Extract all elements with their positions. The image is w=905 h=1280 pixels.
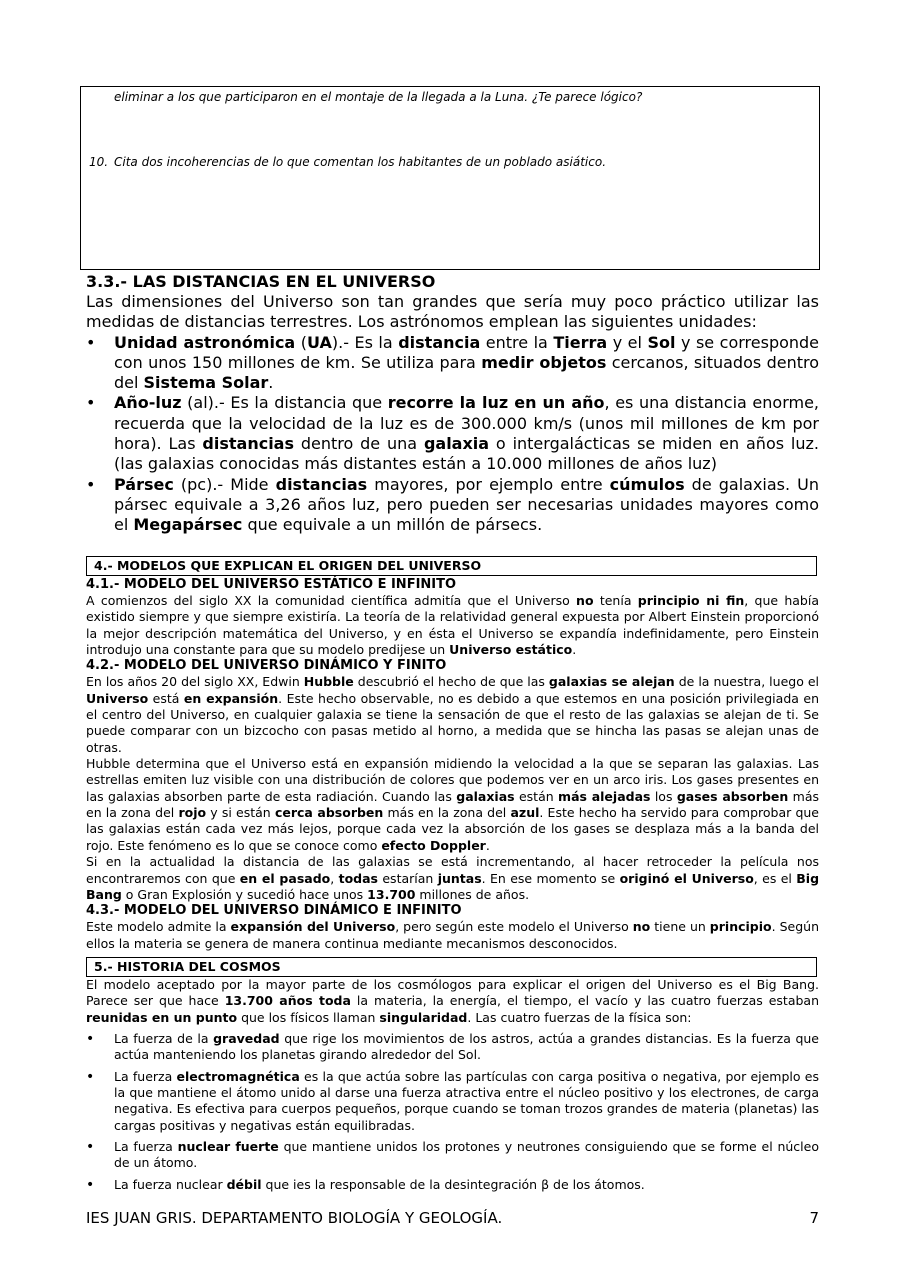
section-4-2-paragraph-2: Hubble determina que el Universo está en expansión midiendo la velocidad a la que se separan las galaxias. Las estrellas emiten luz visible con una distribución de colores que podemos ver en un arco iris. Los gases presentes en las galaxias absorben parte de esta radiación. Cuando las galaxias están más alejadas los gases absorben más en la zona del rojo y si están cerca absorben más en la zona del azul. Este hecho ha servido para comprobar que las galaxias están cada vez más lejos, porque cada vez la absorción de los gases se desplaza más a la banda del rojo. Este fenómeno es lo que se conoce como efecto Doppler. [86,756,820,853]
section-5-intro: El modelo aceptado por la mayor parte de los cosmólogos para explicar el origen del Universo es el Big Bang. Parece ser que hace 13.700 años toda la materia, la energía, el tiempo, el vacío y las cuatro fuerzas estaban reunidas en un punto que los físicos llaman singularidad. Las cuatro fuerzas de la física son: [86,977,820,1025]
force-electromagnetic-item: • La fuerza electromagnética es la que actúa sobre las partículas con carga positiva o negativa, por ejemplo es la que mantiene el átomo unido al darse una fuerza atractiva entre el núcleo positivo y los electrones, de carga negativa. Es efectiva para cuerpos pequeños, porque cuando se toman trozos grandes de materia (planetas) las cargas positivas y negativas están equilibradas. [86,1068,819,1133]
forces-list [86,1031,819,1193]
section-4-2-paragraph-3: Si en la actualidad la distancia de las galaxias se está incrementando, al hacer retroceder la película nos encontraremos con que en el pasado, todas estarían juntas. En ese momento se originó el Universo, es el Big Bang o Gran Explosión y sucedió hace unos 13.700 millones de años. [86,854,820,902]
question-box [80,86,820,270]
section-4-2-title: 4.2.- MODELO DEL UNIVERSO DINÁMICO Y FINITO [86,658,447,674]
section-3-3-title: 3.3.- LAS DISTANCIAS EN EL UNIVERSO [86,272,436,291]
section-5 [86,977,819,1193]
page-footer [86,1208,819,1228]
section-4 [86,577,819,952]
question-continuation: eliminar a los que participaron en el montaje de la llegada a la Luna. ¿Te parece lógico? [114,90,643,104]
section-4-title-box [86,556,817,576]
section-3-3 [86,272,819,536]
unit-parsec-item: • Pársec (pc).- Mide distancias mayores, por ejemplo entre cúmulos de galaxias. Un pársec equivale a 3,26 años luz, pero pueden ser necesarias unidades mayores como el Megapársec que equivale a un millón de pársecs. [86,474,820,535]
force-gravity-item: • La fuerza de la gravedad que rige los movimientos de los astros, actúa a grandes distancias. Es la fuerza que actúa manteniendo los planetas girando alrededor del Sol. [86,1031,819,1063]
distance-units-list [86,333,819,536]
section-4-1-text: A comienzos del siglo XX la comunidad científica admitía que el Universo no tenía principio ni fin, que había existido siempre y que siempre existiría. La teoría de la relatividad general expuesta por Albert Einstein proporcionó la mejor descripción matemática del Universo, y en ésta el Universo se expandía indefinidamente, pero Einstein introdujo una constante para que su modelo predijese un Universo estático. [86,593,819,658]
bullet: • [86,1139,95,1156]
bullet: • [86,1176,95,1193]
page-number: 7 [809,1209,819,1227]
bullet: • [86,332,96,352]
question-10-number: 10. [89,155,109,169]
bullet: • [86,393,96,413]
force-strong-nuclear-item: • La fuerza nuclear fuerte que mantiene unidos los protones y neutrones consiguiendo que se forme el núcleo de un átomo. [86,1139,819,1171]
footer-text: IES JUAN GRIS. DEPARTAMENTO BIOLOGÍA Y GEOLOGÍA. [86,1209,503,1227]
force-weak-nuclear-item: • La fuerza nuclear débil que ies la responsable de la desintegración β de los átomos. [86,1176,645,1193]
unit-ano-luz-item: • Año-luz (al).- Es la distancia que recorre la luz en un año, es una distancia enorme, recuerda que la velocidad de la luz es de 300.000 km/s (unos mil millones de km por hora). Las distancias dentro de una galaxia o intergalácticas se miden en años luz. (las galaxias conocidas más distantes están a 10.000 millones de años luz) [86,393,820,474]
section-4-2-paragraph-1: En los años 20 del siglo XX, Edwin Hubble descubrió el hecho de que las galaxias se alejan de la nuestra, luego el Universo está en expansión. Este hecho observable, no es debido a que estemos en una posición privilegiada en el centro del Universo, en cualquier galaxia se tiene la sensación de que el resto de las galaxias se alejan de ti. Se puede comparar con un bizcocho con pasas metido al horno, a medida que se hincha las pasas se alejan unas de otras. [86,674,819,755]
section-5-title: 5.- HISTORIA DEL COSMOS [94,959,281,974]
section-4-1-title: 4.1.- MODELO DEL UNIVERSO ESTÁTICO E INFINITO [86,577,457,592]
section-4-3-text: Este modelo admite la expansión del Universo, pero según este modelo el Universo no tiene un principio. Según ellos la materia se genera de manera continua mediante mecanismos desconocidos. [86,919,819,951]
bullet: • [86,1068,95,1085]
bullet: • [86,474,96,494]
section-4-title: 4.- MODELOS QUE EXPLICAN EL ORIGEN DEL UNIVERSO [94,558,482,573]
question-10-text: Cita dos incoherencias de lo que comentan los habitantes de un poblado asiático. [114,155,607,169]
section-5-title-box [86,957,817,977]
section-4-3-title: 4.3.- MODELO DEL UNIVERSO DINÁMICO E INFINITO [86,903,462,919]
section-3-3-intro: Las dimensiones del Universo son tan grandes que sería muy poco práctico utilizar las medidas de distancias terrestres. Los astrónomos emplean las siguientes unidades: [86,292,819,332]
bullet: • [86,1031,95,1048]
unit-ua-item: • Unidad astronómica (UA).- Es la distancia entre la Tierra y el Sol y se corresponde con unos 150 millones de km. Se utiliza para medir objetos cercanos, situados dentro del Sistema Solar. [86,332,820,393]
